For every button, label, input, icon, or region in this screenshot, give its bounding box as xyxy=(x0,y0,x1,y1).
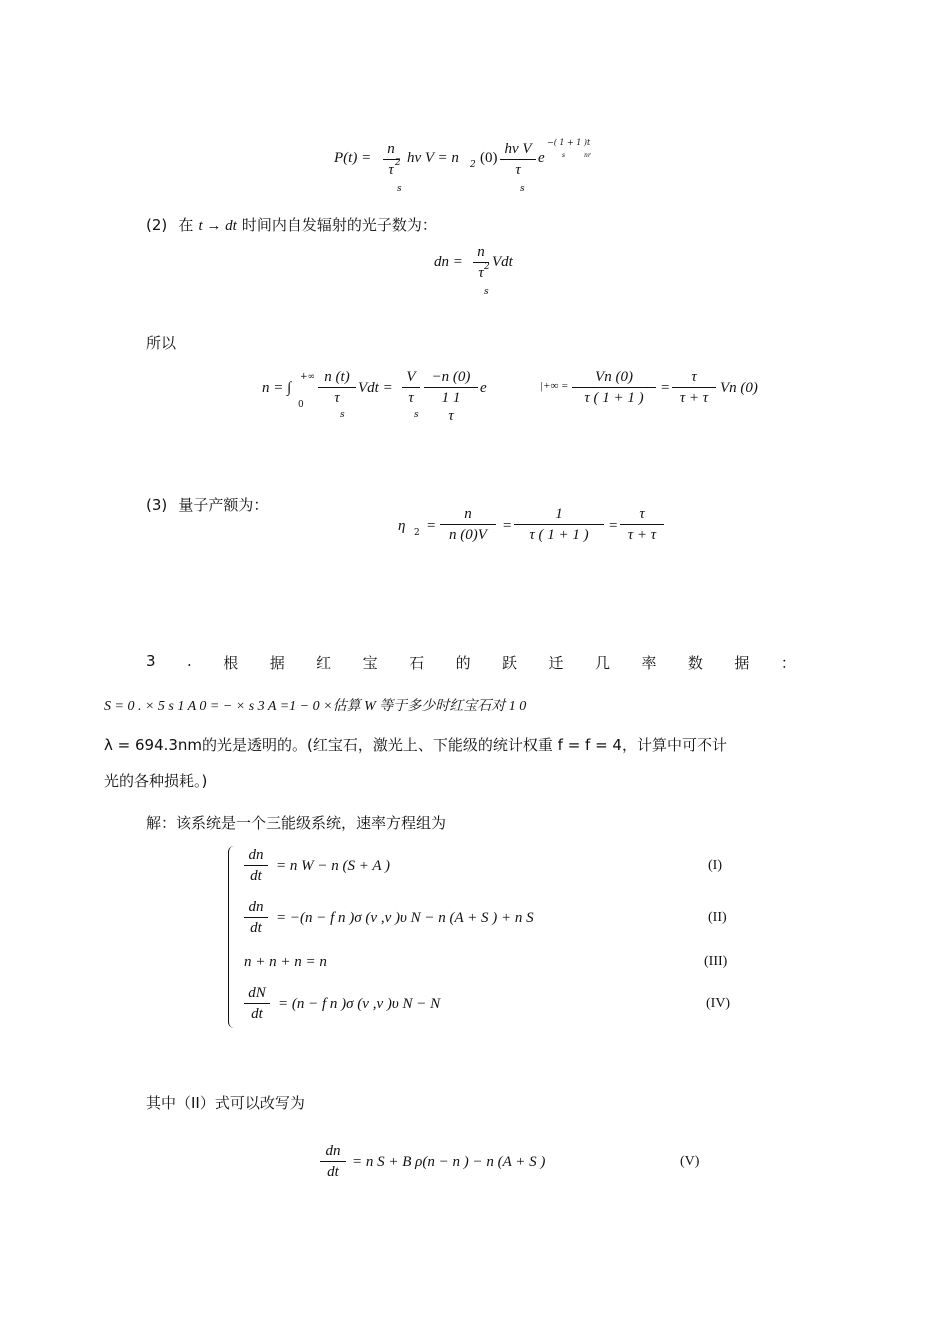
suoyi-text: 所以 xyxy=(146,334,177,352)
re3-tag: (III) xyxy=(704,954,728,969)
eq3-f5-den: τ + τ xyxy=(679,390,709,406)
eq3-lim-bot: 0 xyxy=(298,400,304,410)
eq4-f3-den: τ + τ xyxy=(627,527,657,543)
eq1-exponent: −( 1 + 1 )t xyxy=(547,138,591,147)
part3-line xyxy=(146,494,268,515)
eq3-frac5 xyxy=(672,368,716,407)
re2-tag: (II) xyxy=(708,910,727,925)
eq5-tag: (V) xyxy=(680,1154,700,1169)
problem3-heading-char: 据 xyxy=(269,654,285,672)
eq2-tail: Vdt xyxy=(492,254,513,270)
eq3-f3-den-top: 1 1 xyxy=(441,390,461,406)
eq3-f1-den: τ xyxy=(334,390,340,406)
eq3-f5-num: τ xyxy=(691,369,697,385)
eq3-eval: |+∞ = xyxy=(540,380,569,392)
re4-rhs: = (n − f n )σ (ν ,ν )υ N − N xyxy=(278,996,441,1012)
eq1-sub2b: 2 xyxy=(470,160,476,170)
eq5-rhs: = n S + B ρ(n − n ) − n (A + S ) xyxy=(352,1154,546,1170)
re4-lhs xyxy=(244,984,270,1023)
part3-text: 量子产额为： xyxy=(178,496,269,514)
problem3-wavelength-line: λ = 694.3nm的光是透明的。(红宝石，激光上、下能级的统计权重 f = f = 4，计算中可不计 xyxy=(104,736,727,754)
re2-rhs: = −(n − f n )σ (ν ,ν )υ N − n (A + S ) + n S xyxy=(276,910,534,926)
part2-math: t → dt xyxy=(198,218,237,234)
eq3-sub-s1: s xyxy=(340,410,345,420)
eq4-frac3 xyxy=(620,505,664,544)
re2-lhs xyxy=(244,898,268,937)
eq1-sub2a: 2 xyxy=(395,158,401,168)
equation-system-brace xyxy=(228,846,237,1028)
eq3-f2-den: τ xyxy=(408,390,414,406)
problem3-heading-char: ： xyxy=(780,654,796,672)
eq5-lhs xyxy=(320,1142,346,1181)
eq3-f2-num: V xyxy=(406,369,416,385)
problem3-heading-char: 跃 xyxy=(502,654,518,672)
eq4-eq2: = xyxy=(502,518,513,534)
re2-lhs-num: dn xyxy=(248,899,264,915)
eq1-mid: hν V = n xyxy=(407,150,459,166)
eq1-frac2 xyxy=(500,140,536,179)
eq4-eq3: = xyxy=(608,518,619,534)
re2-lhs-den: dt xyxy=(250,920,262,936)
problem3-heading-char: 率 xyxy=(641,654,657,672)
eq3-exp: e xyxy=(480,380,487,396)
eq1-sub-sb: s xyxy=(520,184,525,194)
eq1-exp-base: e xyxy=(538,150,545,166)
problem3-data-line: S = 0 . × 5 s 1 A 0 = − × s 3 A =1 − 0 ×估算 W 等于多少时红宝石对 1 0 xyxy=(104,699,527,714)
part2-line xyxy=(146,214,437,235)
solution-intro: 解：该系统是一个三能级系统，速率方程组为 xyxy=(146,814,447,832)
re4-lhs-den: dt xyxy=(251,1006,263,1022)
eq2-num: n xyxy=(477,244,485,260)
eq3-vdt: Vdt = xyxy=(358,380,393,396)
eq3-f1-num: n (t) xyxy=(324,369,350,385)
problem3-last-line: 光的各种损耗。) xyxy=(104,772,208,790)
eq4-f1-num: n xyxy=(464,506,472,522)
eq3-frac3 xyxy=(424,368,478,425)
re1-lhs-den: dt xyxy=(250,868,262,884)
eq3-f3-den-bot: τ xyxy=(448,408,454,424)
eq1-paren: (0) xyxy=(480,150,498,166)
re1-rhs: = n W − n (S + A ) xyxy=(276,858,390,874)
re4-lhs-num: dN xyxy=(248,985,266,1001)
eq3-f4-den: τ ( 1 + 1 ) xyxy=(584,390,644,406)
eq3-f3-num: −n (0) xyxy=(431,369,471,385)
problem3-heading-char: 3 xyxy=(146,652,156,670)
eq3-sub-s2: s xyxy=(414,410,419,420)
eq1-sub-s-exp: s xyxy=(562,152,566,159)
problem3-heading-char: 几 xyxy=(594,654,610,672)
eq2-lhs: dn = xyxy=(434,254,463,270)
re4-tag: (IV) xyxy=(706,996,731,1011)
eq4-f3-num: τ xyxy=(639,506,645,522)
rewrite-text: 其中（II）式可以改写为 xyxy=(146,1094,305,1112)
problem3-heading-char: 根 xyxy=(223,654,239,672)
eq4-sub2: 2 xyxy=(414,528,420,538)
eq1-sub-nr: nr xyxy=(584,152,591,159)
eq2-sub-s: s xyxy=(484,287,489,297)
re1-lhs-num: dn xyxy=(248,847,264,863)
problem3-heading xyxy=(146,652,796,673)
eq1-frac2-num: hν V xyxy=(504,141,532,157)
eq3-frac2 xyxy=(402,368,420,407)
eq4-f2-den: τ ( 1 + 1 ) xyxy=(529,527,589,543)
eq1-sub-sa: s xyxy=(397,184,402,194)
eq4-frac1 xyxy=(440,505,496,544)
eq3-lim-top: +∞ xyxy=(300,372,316,382)
eq1-frac1-den: τ xyxy=(388,162,394,178)
eq5-lhs-den: dt xyxy=(327,1164,339,1180)
eq3-equals: = xyxy=(660,380,671,396)
part2-label: (2) xyxy=(146,216,168,234)
eq3-frac1 xyxy=(318,368,356,407)
eq1-frac1-num: n xyxy=(387,141,395,157)
eq4-eta: η xyxy=(398,518,406,534)
problem3-heading-char: 红 xyxy=(316,654,332,672)
re3-rhs: n + n + n = n xyxy=(244,954,327,970)
part2-text: 在 xyxy=(178,216,194,234)
eq3-frac4 xyxy=(572,368,656,407)
eq5-lhs-num: dn xyxy=(325,1143,341,1159)
problem3-heading-char: 据 xyxy=(734,654,750,672)
eq4-eq1: = xyxy=(426,518,437,534)
problem3-heading-char: 宝 xyxy=(362,654,378,672)
part2-rest: 时间内自发辐射的光子数为： xyxy=(241,216,437,234)
re1-lhs xyxy=(244,846,268,885)
problem3-heading-char: 数 xyxy=(687,654,703,672)
eq3-f4-num: Vn (0) xyxy=(595,369,633,385)
eq1-lhs: P(t) = xyxy=(334,150,372,166)
eq3-tail: Vn (0) xyxy=(720,380,758,396)
eq2-sub2: 2 xyxy=(484,262,490,272)
re1-tag: (I) xyxy=(708,858,722,873)
problem3-heading-char: 的 xyxy=(455,654,471,672)
eq4-f1-den: n (0)V xyxy=(449,527,487,543)
problem3-heading-char: 石 xyxy=(409,654,425,672)
problem3-heading-char: 迁 xyxy=(548,654,564,672)
eq4-f2-num: 1 xyxy=(555,506,563,522)
part3-label: (3) xyxy=(146,496,168,514)
eq2-den: τ xyxy=(478,265,484,281)
eq1-frac2-den: τ xyxy=(515,162,521,178)
problem3-heading-char: . xyxy=(187,652,192,670)
eq3-lhs: n = ∫ xyxy=(262,380,292,396)
eq4-frac2 xyxy=(514,505,604,544)
